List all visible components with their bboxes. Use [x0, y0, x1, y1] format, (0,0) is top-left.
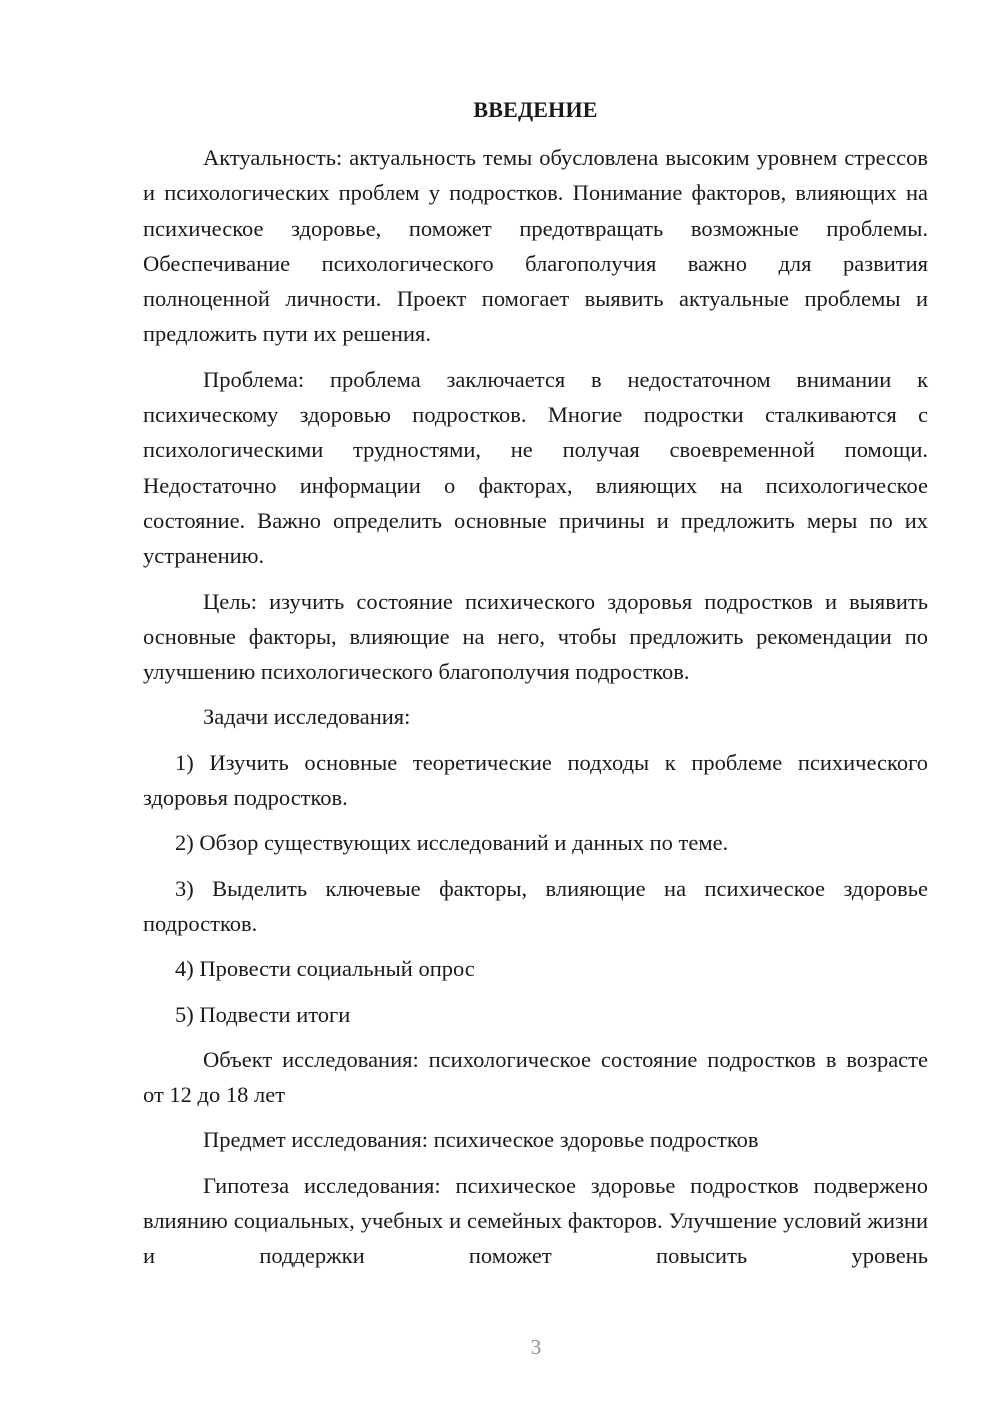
page-number: 3: [530, 1335, 542, 1359]
paragraph-subject: Предмет исследования: психическое здоровье подростков: [203, 1127, 759, 1153]
page-content: [143, 94, 928, 1284]
paragraph-relevance: Актуальность: актуальность темы обусловлена высоким уровнем стрессов и психологических проблем у подростков. Понимание факторов, влияющих на психическое здоровье, поможет предотвращать возможные проблемы. Обеспечивание психологического благополучия важно для развития полноценной личности. Проект помогает выявить актуальные проблемы и предложить пути их решения.: [143, 145, 928, 347]
paragraph-hypothesis: Гипотеза исследования: психическое здоровье подростков подвержено влиянию социальных, учебных и семейных факторов. Улучшение условий жизни и поддержки поможет повысить уровень: [143, 1172, 928, 1269]
paragraph-tasks-heading: Задачи исследования:: [203, 704, 411, 730]
paragraph-problem: Проблема: проблема заключается в недостаточном внимании к психическому здоровью подростков. Многие подростки сталкиваются с психологическими трудностями, не получая своевременной помощи. Недостаточно информации о факторах, влияющих на психологическое состояние. Важно определить основные причины и предложить меры по их устранению.: [143, 366, 928, 569]
task-item-1: 1) Изучить основные теоретические подходы к проблеме психического здоровья подростков.: [143, 749, 928, 811]
task-item-2: 2) Обзор существующих исследований и данных по теме.: [175, 830, 729, 856]
task-item-5: 5) Подвести итоги: [175, 1001, 351, 1027]
task-item-3: 3) Выделить ключевые факторы, влияющие на психическое здоровье подростков.: [143, 875, 928, 936]
task-item-4: 4) Провести социальный опрос: [175, 956, 475, 982]
paragraph-object: Объект исследования: психологическое состояние подростков в возрасте от 12 до 18 лет: [143, 1046, 928, 1108]
section-title: ВВЕДЕНИЕ: [473, 97, 598, 122]
paragraph-goal: Цель: изучить состояние психического здоровья подростков и выявить основные факторы, влияющие на него, чтобы предложить рекомендации по улучшению психологического благополучия подростков.: [143, 588, 928, 685]
